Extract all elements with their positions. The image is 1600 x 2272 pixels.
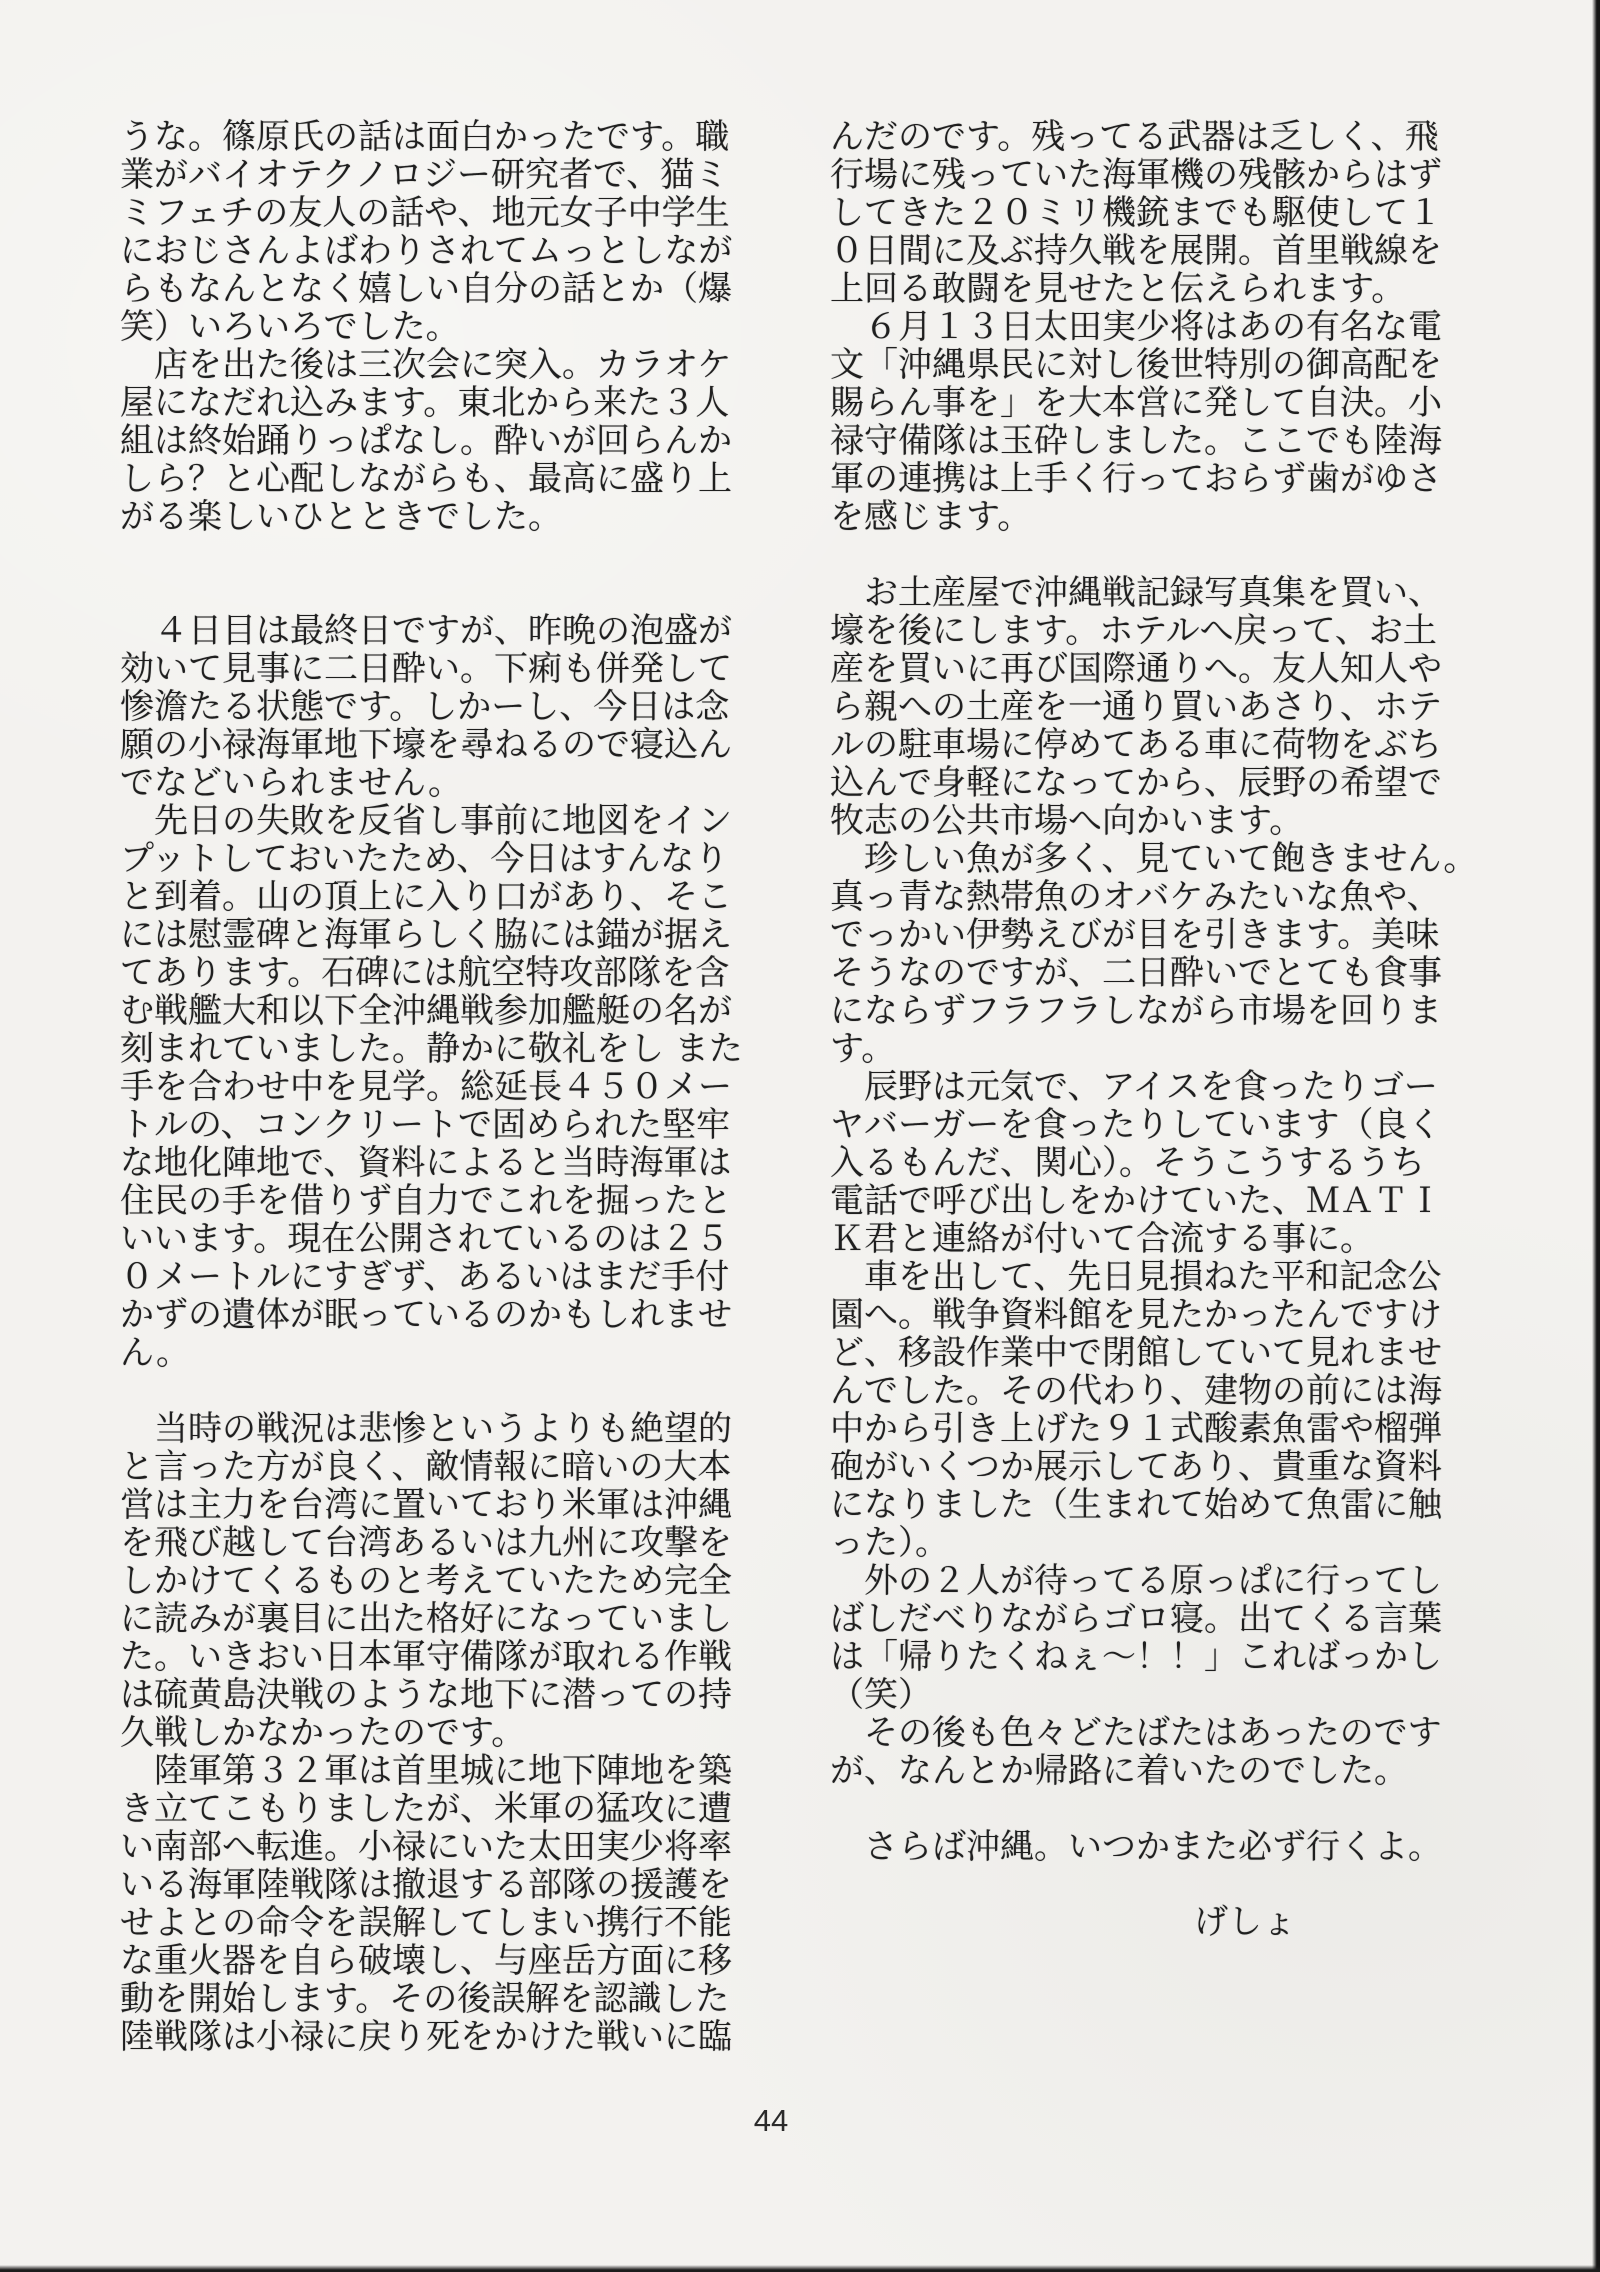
text-line: 先日の失敗を反省し事前に地図をイン [120, 801, 732, 841]
text-line: Ｋ君と連絡が付いて合流する事に。 [830, 1219, 1374, 1259]
text-line: 当時の戦況は悲惨というよりも絶望的 [120, 1409, 732, 1449]
text-line: 産を買いに再び国際通りへ。友人知人や [830, 649, 1442, 689]
text-line: んだのです。残ってる武器は乏しく、飛 [830, 117, 1439, 157]
text-line: 住民の手を借りず自力でこれを掘ったと [120, 1181, 732, 1221]
text-line: 賜らん事を」を大本営に発して自決。小 [830, 383, 1442, 423]
text-line: を飛び越して台湾あるいは九州に攻撃を [120, 1523, 732, 1563]
text-line: 久戦しかなかったのです。 [120, 1713, 526, 1753]
text-line: お土産屋で沖縄戦記録写真集を買い、 [830, 573, 1442, 613]
text-line: 動を開始します。その後誤解を認識した [120, 1979, 730, 2019]
text-line: た。いきおい日本軍守備隊が取れる作戦 [120, 1637, 732, 1677]
text-line: 屋になだれ込みます。東北から来た３人 [120, 383, 730, 423]
text-line: 陸戦隊は小禄に戻り死をかけた戦いに臨 [120, 2017, 732, 2057]
text-line: ４日目は最終日ですが、昨晩の泡盛が [120, 611, 732, 651]
text-line: てあります。石碑には航空特攻部隊を含 [120, 953, 730, 993]
text-line: そうなのですが、二日酔いでとても食事 [830, 953, 1442, 993]
text-line: 園へ。戦争資料館を見たかったんですけ [830, 1295, 1442, 1335]
text-line: が、なんとか帰路に着いたのでした。 [830, 1751, 1408, 1791]
text-line: 壕を後にします。ホテルへ戻って、お土 [830, 611, 1437, 651]
text-column-right [830, 117, 1478, 1867]
text-line: ミフェチの友人の話や、地元女子中学生 [120, 193, 730, 233]
text-line: は「帰りたくねぇ～！！」こればっかし [830, 1637, 1442, 1677]
text-column-left [120, 117, 743, 2057]
text-line: いる海軍陸戦隊は撤退する部隊の援護を [120, 1865, 732, 1905]
author-signature: げしょ [1194, 1902, 1296, 1942]
text-line: 組は終始踊りっぱなし。酔いが回らんか [120, 421, 732, 461]
text-line: 珍しい魚が多く、見ていて飽きません。 [830, 839, 1478, 879]
text-line [120, 574, 736, 612]
text-line: でなどいられません。 [120, 763, 463, 803]
text-line: しら？と心配しながらも、最高に盛り上 [120, 459, 732, 499]
text-line: った）。 [830, 1523, 949, 1563]
text-line: い南部へ転進。小禄にいた太田実少将率 [120, 1827, 732, 1867]
text-line: になりました（生まれて始めて魚雷に触 [830, 1485, 1442, 1525]
text-line: でっかい伊勢えびが目を引きます。美味 [830, 915, 1440, 955]
text-line [120, 1372, 736, 1410]
text-line: 刻まれていました。静かに敬礼をし また [120, 1029, 743, 1069]
text-line: うな。篠原氏の話は面白かったです。職 [120, 117, 730, 157]
text-line: にならずフラフラしながら市場を回りま [830, 991, 1442, 1031]
text-line: プットしておいたため、今日はすんなり [120, 839, 729, 879]
text-line: 業がバイオテクノロジー研究者で、猫ミ [120, 155, 729, 195]
text-line: は硫黄島決戦のような地下に潜っての持 [120, 1675, 732, 1715]
text-line: かずの遺体が眠っているのかもしれませ [120, 1295, 732, 1335]
text-line: んでした。その代わり、建物の前には海 [830, 1371, 1442, 1411]
text-line: らもなんとなく嬉しい自分の話とか（爆 [120, 269, 732, 309]
text-line: 営は主力を台湾に置いており米軍は沖縄 [120, 1485, 732, 1525]
text-line: 真っ青な熱帯魚のオバケみたいな魚や、 [830, 877, 1441, 917]
text-line: 上回る敢闘を見せたと伝えられます。 [830, 269, 1406, 309]
text-line: 軍の連携は上手く行っておらず歯がゆさ [830, 459, 1442, 499]
text-line: せよとの命令を誤解してしまい携行不能 [120, 1903, 732, 1943]
text-line: 店を出た後は三次会に突入。カラオケ [120, 345, 732, 385]
text-line: ０メートルにすぎず、あるいはまだ手付 [120, 1257, 730, 1297]
text-line: 中から引き上げた９１式酸素魚雷や榴弾 [830, 1409, 1442, 1449]
text-line: ら親への土産を一通り買いあさり、ホテ [830, 687, 1442, 727]
text-line: 陸軍第３２軍は首里城に地下陣地を築 [120, 1751, 732, 1791]
scan-edge-bottom [0, 2265, 1600, 2272]
text-line: ０日間に及ぶ持久戦を展開。首里戦線を [830, 231, 1442, 271]
text-line: 惨澹たる状態です。しかーし、今日は念 [120, 687, 730, 727]
text-line: 文「沖縄県民に対し後世特別の御高配を [830, 345, 1442, 385]
text-line: その後も色々どたばたはあったのです [830, 1713, 1442, 1753]
text-line: （笑） [830, 1675, 932, 1715]
text-line: な重火器を自ら破壊し、与座岳方面に移 [120, 1941, 732, 1981]
text-line: ヤバーガーを食ったりしています（良く [830, 1105, 1442, 1145]
text-line: ばしだべりながらゴロ寝。出てくる言葉 [830, 1599, 1442, 1639]
text-line: ６月１３日太田実少将はあの有名な電 [830, 307, 1442, 347]
text-line [120, 536, 736, 574]
text-line: 砲がいくつか展示してあり、貴重な資料 [830, 1447, 1442, 1487]
text-line: 禄守備隊は玉砕しました。ここでも陸海 [830, 421, 1442, 461]
text-line: におじさんよばわりされてムっとしなが [120, 231, 733, 271]
text-line: ルの駐車場に停めてある車に荷物をぶち [830, 725, 1442, 765]
text-line: と到着。山の頂上に入り口があり、そこ [120, 877, 732, 917]
text-line: してきた２０ミリ機銃までも駆使して１ [830, 193, 1442, 233]
text-line: を感じます。 [830, 497, 1032, 537]
text-line: いいます。現在公開されているのは２５ [120, 1219, 730, 1259]
text-line [830, 1790, 1464, 1828]
text-line: な地化陣地で、資料によると当時海軍は [120, 1143, 732, 1183]
text-line: と言った方が良く、敵情報に暗いの大本 [120, 1447, 732, 1487]
text-line: 願の小禄海軍地下壕を尋ねるので寝込ん [120, 725, 732, 765]
text-line: 辰野は元気で、アイスを食ったりゴー [830, 1067, 1438, 1107]
text-line: ど、移設作業中で閉館していて見れませ [830, 1333, 1442, 1373]
text-line: す。 [830, 1029, 896, 1069]
text-line: さらば沖縄。いつかまた必ず行くよ。 [830, 1827, 1442, 1867]
text-line: トルの、コンクリートで固められた堅牢 [120, 1105, 730, 1145]
text-line [830, 536, 1464, 574]
text-line: しかけてくるものと考えていたため完全 [120, 1561, 732, 1601]
text-line: 行場に残っていた海軍機の残骸からはず [830, 155, 1442, 195]
text-line: 車を出して、先日見損ねた平和記念公 [830, 1257, 1442, 1297]
text-line: がる楽しいひとときでした。 [120, 497, 562, 537]
text-line: には慰霊碑と海軍らしく脇には錨が据え [120, 915, 732, 955]
scan-edge-right [1592, 0, 1600, 2272]
text-line: に読みが裏目に出た格好になっていまし [120, 1599, 732, 1639]
text-line: ん。 [120, 1333, 191, 1373]
text-line: 入るもんだ、関心）。そうこうするうち [830, 1143, 1425, 1183]
page-number: 44 [753, 2103, 789, 2138]
text-line: 込んで身軽になってから、辰野の希望で [830, 763, 1442, 803]
text-line: 笑）いろいろでした。 [120, 307, 460, 347]
text-line: 効いて見事に二日酔い。下痢も併発して [120, 649, 732, 689]
text-line: 電話で呼び出しをかけていた、ＭＡＴＩ [830, 1181, 1442, 1221]
text-line: む戦艦大和以下全沖縄戦参加艦艇の名が [120, 991, 732, 1031]
text-line: 牧志の公共市場へ向かいます。 [830, 801, 1304, 841]
text-line: 外の２人が待ってる原っぱに行ってし [830, 1561, 1442, 1601]
text-line: き立てこもりましたが、米軍の猛攻に遭 [120, 1789, 732, 1829]
text-line: 手を合わせ中を見学。総延長４５０メー [120, 1067, 732, 1107]
